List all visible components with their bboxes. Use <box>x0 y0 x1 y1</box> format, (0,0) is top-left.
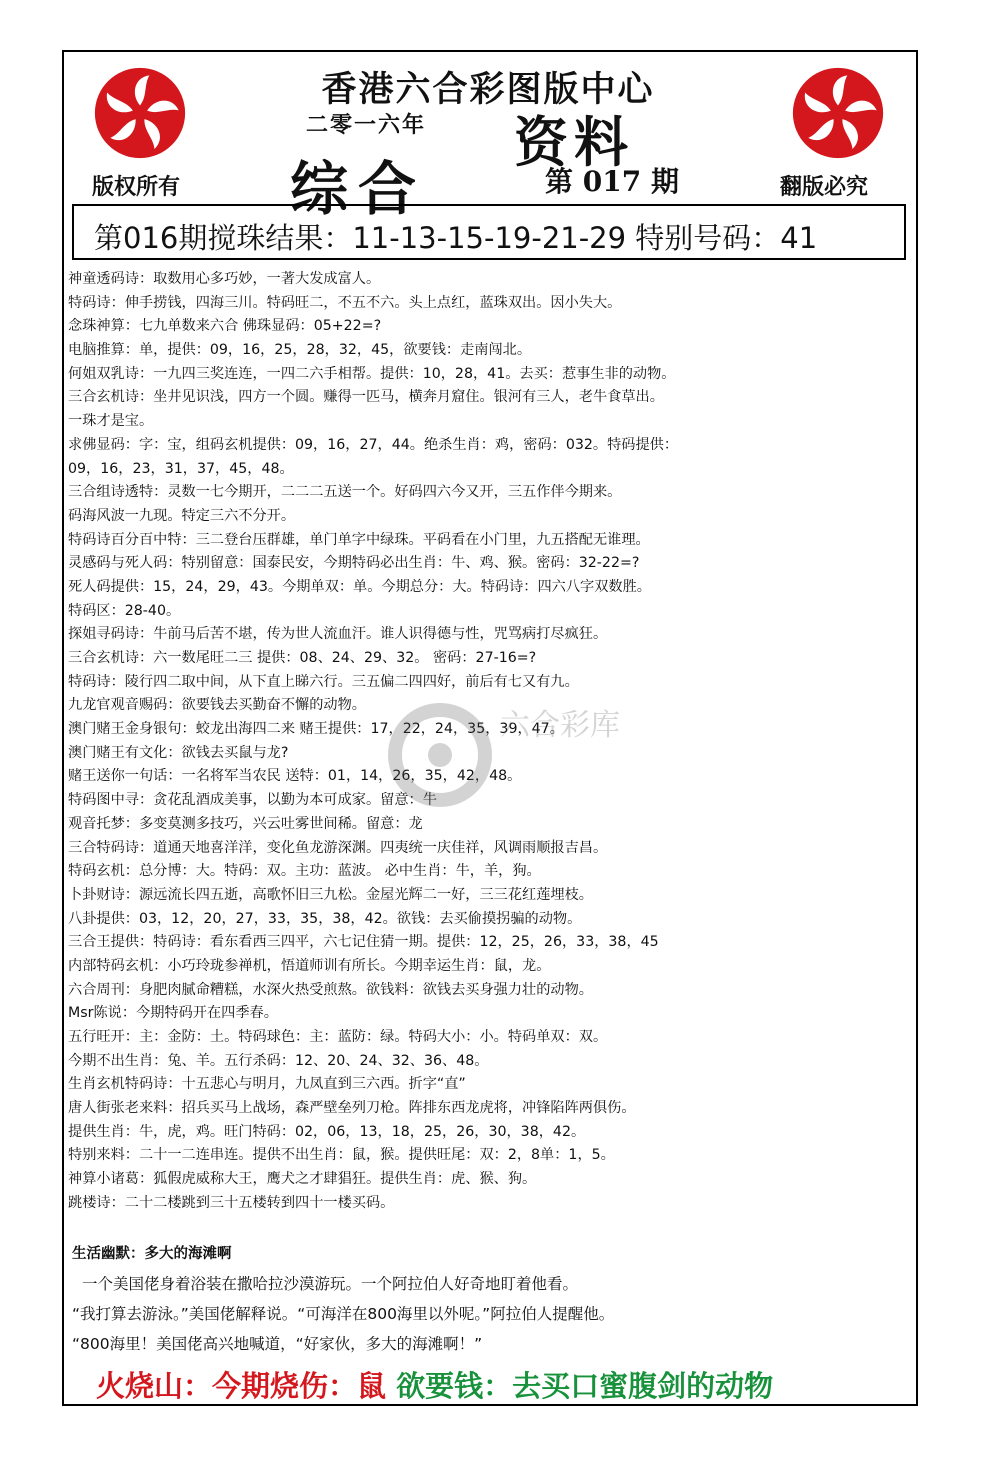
content-line: 灵感码与死人码：特别留意：国泰民安，今期特码必出生肖：牛、鸡、猴。密码：32-22=? <box>68 555 640 572</box>
content-line: 三合特码诗：道通天地喜洋洋，变化鱼龙游深渊。四夷统一庆佳祥，风调雨顺报吉昌。 <box>68 839 608 856</box>
watermark-text: 六合彩库 <box>500 708 620 743</box>
content-line: 何姐双乳诗：一九四三奖连连，一四二六手相帮。提供：10，28，41。去买：惹事生非的动物。 <box>68 365 676 382</box>
content-line: 09，16，23，31，37，45，48。 <box>68 460 294 477</box>
content-line: 今期不出生肖：兔、羊。五行杀码：12、20、24、32、36、48。 <box>68 1052 489 1069</box>
content-line: 三合玄机诗：六一数尾旺二三 提供：08、24、29、32。 密码：27-16=? <box>68 650 537 666</box>
content-line: 电脑推算：单，提供：09，16，25，28，32，45，欲要钱：走南闯北。 <box>68 342 532 359</box>
content-line: 澳门赌王金身银句：蛟龙出海四二来 赌王提供：17，22，24，35，39，47。 <box>68 721 564 738</box>
content-line: 赌王送你一句话：一名将军当农民 送特：01，14，26，35，42，48。 <box>68 768 522 785</box>
content-line: 特码玄机：总分博：大。特码：双。主功：蓝波。 必中生肖：牛，羊，狗。 <box>68 863 541 880</box>
content-line: 内部特码玄机：小巧玲珑参禅机，悟道师训有所长。今期幸运生肖：鼠，龙。 <box>68 957 551 974</box>
copyright-left: 版权所有 <box>92 174 181 200</box>
page-title: 香港六合彩图版中心 <box>321 69 655 110</box>
data-heading: 资料 <box>514 110 634 174</box>
money-tip-text: 欲要钱：去买口蜜腹剑的动物 <box>396 1369 774 1403</box>
content-line: 三合王提供：特码诗：看东看西三四平，六七记住猜一期。提供：12，25，26，33，38，45 <box>68 934 659 951</box>
content-line: 特别来料：二十一二连串连。提供不出生肖：鼠，猴。提供旺尾：双：2，8单：1，5。 <box>68 1147 615 1164</box>
joke-line: 一个美国佬身着浴装在撒哈拉沙漠游玩。一个阿拉伯人好奇地盯着他看。 <box>82 1275 579 1293</box>
content-line: 死人码提供：15，24，29，43。今期单双：单。今期总分：大。特码诗：四六八字双数胜。 <box>68 578 651 595</box>
content-line: 特码区：28-40。 <box>68 602 181 619</box>
content-line: 提供生肖：牛，虎，鸡。旺门特码：02，06，13，18，25，26，30，38，42。 <box>68 1123 586 1140</box>
content-line: 码海风波一九现。特定三六不分开。 <box>68 507 296 524</box>
copyright-right: 翻版必究 <box>780 174 869 200</box>
content-line: 跳楼诗：二十二楼跳到三十五楼转到四十一楼买码。 <box>68 1194 395 1211</box>
content-line: 求佛显码：字：宝，组码玄机提供：09，16，27，44。绝杀生肖：鸡，密码：032。特码提供： <box>68 436 679 453</box>
content-line: 三合玄机诗：坐井见识浅，四方一个圆。赚得一匹马，横奔月窟住。银河有三人，老牛食草出。 <box>68 389 664 406</box>
content-line: 六合周刊：身肥肉腻命糟糕，水深火热受煎熬。欲钱料：欲钱去买身强力壮的动物。 <box>68 981 593 998</box>
joke-title: 生活幽默：多大的海滩啊 <box>72 1246 232 1262</box>
year-label: 二零一六年 <box>306 112 427 138</box>
content-line: 卜卦财诗：源远流长四五逝，高歌怀旧三九松。金屋光辉二一好，三三花红莲埋枝。 <box>68 886 593 903</box>
joke-line: “我打算去游泳。”美国佬解释说。“可海洋在800海里以外呢。”阿拉伯人提醒他。 <box>72 1305 615 1323</box>
content-line: 神童透码诗：取数用心多巧妙，一著大发成富人。 <box>68 271 381 287</box>
content-line: 澳门赌王有文化：欲钱去买鼠与龙? <box>68 744 289 761</box>
comprehensive-heading: 综合 <box>290 155 427 223</box>
hk-bauhinia-flower-icon <box>791 66 885 160</box>
content-line: 三合组诗透特：灵数一七今期开，二二二五送一个。好码四六今又开，三五作伴今期来。 <box>68 484 622 501</box>
content-line: 观音托梦：多变莫测多技巧，兴云吐雾世间稀。留意：龙 <box>68 815 423 832</box>
draw-result-text: 第016期搅珠结果：11-13-15-19-21-29 特别号码：41 <box>94 221 818 255</box>
bottom-banner <box>96 1364 773 1405</box>
content-line: 五行旺开：主：金防：土。特码球色：主：蓝防：绿。特码大小：小。特码单双：双。 <box>68 1029 608 1045</box>
content-line: 生肖玄机特码诗：十五悲心与明月，九凤直到三六西。折字“直” <box>68 1076 466 1093</box>
content-line: 特码图中寻：贪花乱酒成美事，以勤为本可成家。留意：牛 <box>68 792 437 809</box>
content-line: 唐人街张老来料：招兵买马上战场，森严壁垒列刀枪。阵排东西龙虎将，冲锋陷阵两俱伤。 <box>68 1100 636 1117</box>
content-line: 九龙官观音赐码：欲要钱去买勤奋不懈的动物。 <box>68 697 366 714</box>
content-line: 神算小诸葛：狐假虎威称大王，鹰犬之才肆猖狂。提供生肖：虎、猴、狗。 <box>68 1171 537 1188</box>
hk-bauhinia-flower-icon <box>93 66 187 160</box>
content-line: 八卦提供：03，12，20，27，33，35，38，42。欲钱：去买偷摸拐骗的动物。 <box>68 910 582 927</box>
content-line: 探姐寻码诗：牛前马后苦不堪，传为世人流血汗。谁人识得德与性，咒骂病打尽疯狂。 <box>68 626 608 643</box>
content-line: 念珠神算：七九单数来六合 佛珠显码：05+22=? <box>68 318 382 335</box>
content-line: 一珠才是宝。 <box>68 413 154 430</box>
joke-line: “800海里！美国佬高兴地喊道，“好家伙，多大的海滩啊！” <box>72 1335 483 1353</box>
content-line: Msr陈说：今期特码开在四季春。 <box>68 1005 278 1022</box>
burn-mountain-text: 火烧山：今期烧伤：鼠 <box>96 1369 387 1403</box>
content-line: 特码诗：伸手捞钱，四海三川。特码旺二，不五不六。头上点红，蓝珠双出。因小失大。 <box>68 294 622 311</box>
issue-number: 第 017 期 <box>545 165 679 198</box>
content-line: 特码诗百分百中特：三二登台压群雄，单门单字中绿珠。平码看在小门里，九五搭配无谁理。 <box>68 531 650 548</box>
content-line: 特码诗：陵行四二取中间，从下直上睇六行。三五偏二四四好，前后有七又有九。 <box>68 673 579 690</box>
draw-result-box <box>72 204 906 260</box>
watermark-logo-icon <box>380 660 660 830</box>
